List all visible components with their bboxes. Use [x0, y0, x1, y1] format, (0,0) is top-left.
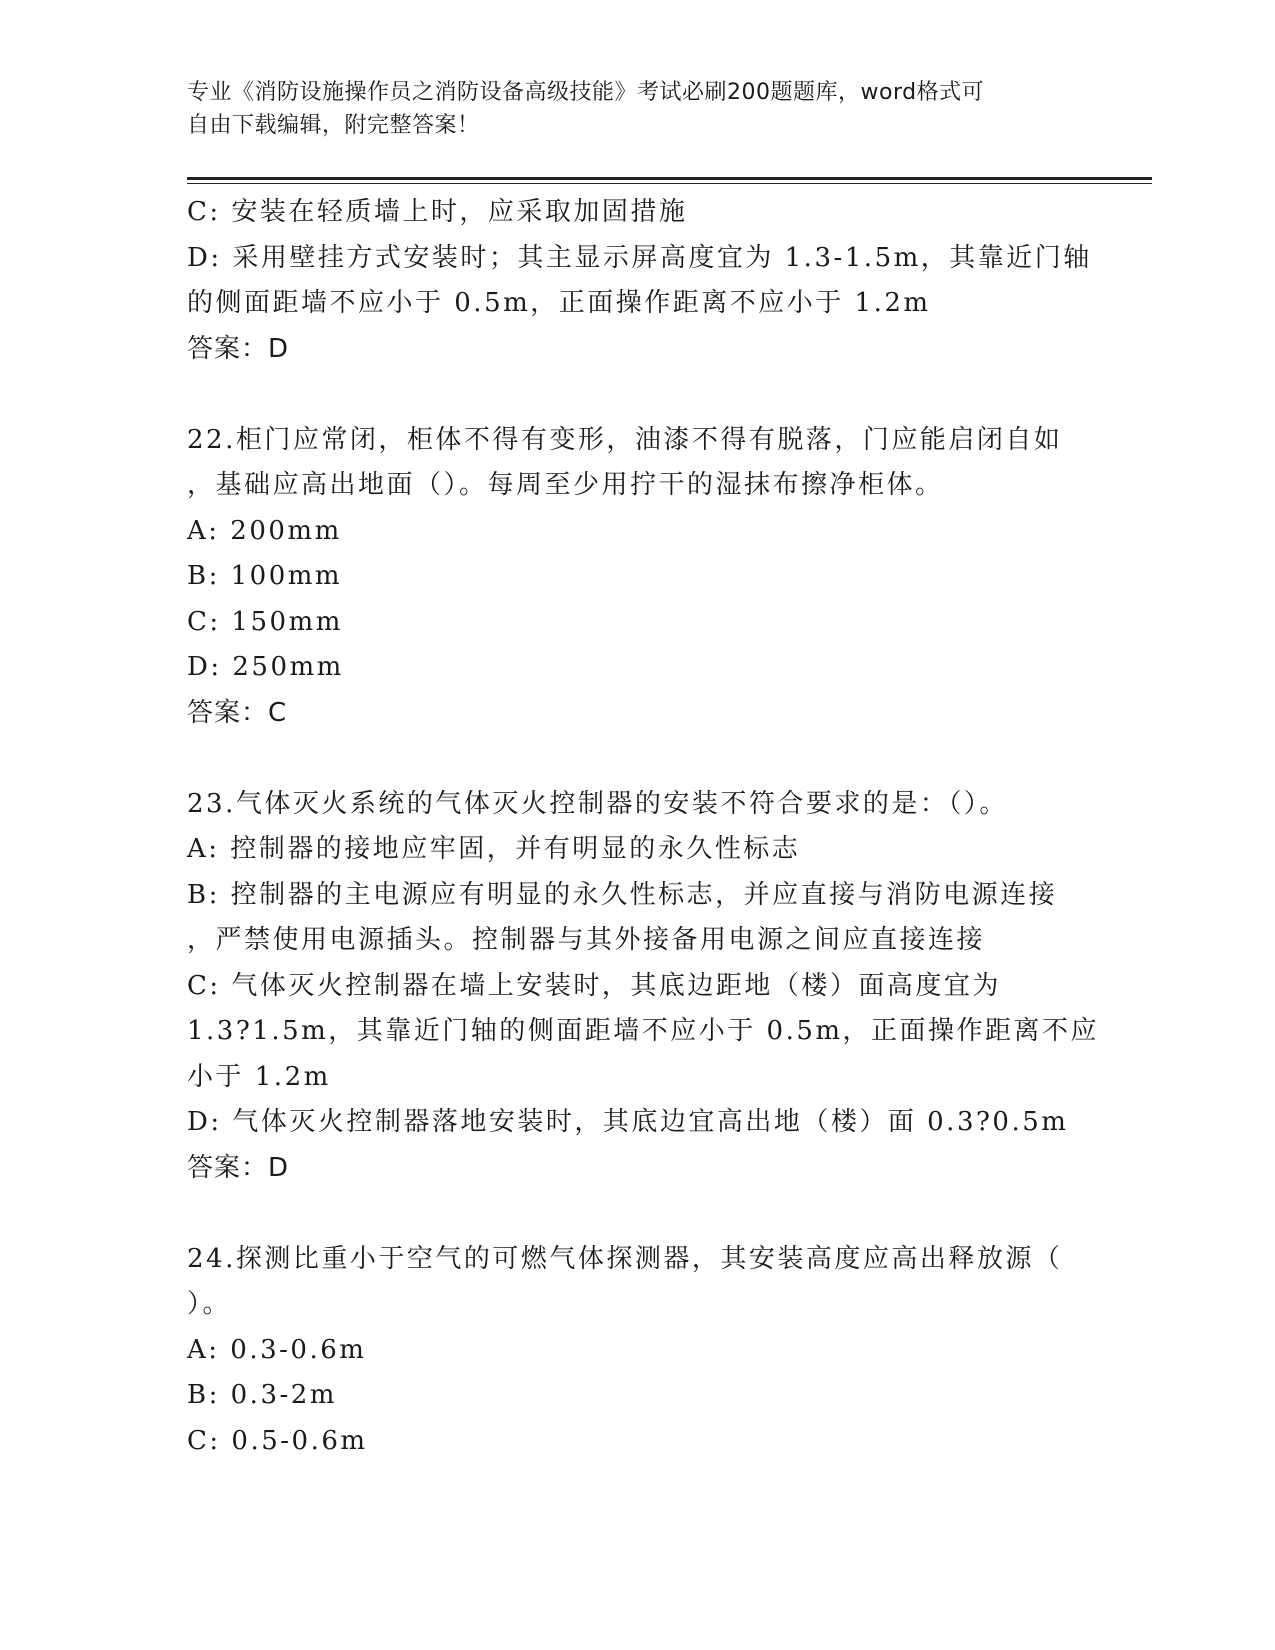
q22-option-b: B: 100mm — [187, 561, 343, 591]
q21-option-d-line-1: D: 采用壁挂方式安装时；其主显示屏高度宜为 1.3-1.5m，其靠近门轴 — [187, 242, 1092, 273]
q23-option-a: A: 控制器的接地应牢固，并有明显的永久性标志 — [187, 834, 801, 864]
q22-stem-line-2: ，基础应高出地面（）。每周至少用拧干的湿抹布擦净柜体。 — [187, 470, 944, 500]
q23-option-c-line-3: 小于 1.2m — [187, 1061, 331, 1092]
question-23 — [187, 782, 1100, 1192]
q23-option-b-line-1: B: 控制器的主电源应有明显的永久性标志，并应直接与消防电源连接 — [187, 879, 1058, 910]
spacer — [187, 736, 1087, 782]
header-line-1: 专业《消防设施操作员之消防设备高级技能》考试必刷200题题库，word格式可 — [187, 80, 985, 105]
document-header — [187, 76, 1087, 142]
q23-option-c-line-2: 1.3?1.5m，其靠近门轴的侧面距墙不应小于 0.5m，正面操作距离不应 — [187, 1016, 1100, 1046]
q24-stem-line-2: ）。 — [187, 1289, 232, 1319]
q21-option-d-line-2: 的侧面距墙不应小于 0.5m，正面操作距离不应小于 1.2m — [187, 288, 931, 318]
q24-option-a: A: 0.3-0.6m — [187, 1334, 367, 1365]
header-line-2: 自由下载编辑，附完整答案！ — [187, 113, 480, 138]
q22-option-d: D: 250mm — [187, 652, 344, 682]
q24-stem-line-1: 24.探测比重小于空气的可燃气体探测器，其安装高度应高出释放源（ — [187, 1243, 1063, 1274]
q23-option-b-line-2: ，严禁使用电源插头。控制器与其外接备用电源之间应直接连接 — [187, 925, 986, 955]
q21-option-c: C: 安装在轻质墙上时，应采取加固措施 — [187, 197, 688, 227]
q22-option-c: C: 150mm — [187, 606, 343, 637]
q22-stem-line-1: 22.柜门应常闭，柜体不得有变形，油漆不得有脱落，门应能启闭自如 — [187, 424, 1063, 455]
question-list — [187, 190, 1100, 1464]
q23-option-c-line-1: C: 气体灭火控制器在墙上安装时，其底边距地（楼）面高度宜为 — [187, 970, 1001, 1001]
q22-answer: 答案：C — [187, 697, 288, 728]
spacer — [187, 1191, 1087, 1237]
q21-answer: 答案：D — [187, 333, 290, 364]
spacer — [187, 372, 1087, 418]
question-21 — [187, 190, 1092, 372]
header-rule-thin — [187, 183, 1152, 184]
q23-stem: 23.气体灭火系统的气体灭火控制器的安装不符合要求的是：（）。 — [187, 788, 1008, 819]
question-22 — [187, 418, 1087, 737]
q23-option-d: D: 气体灭火控制器落地安装时，其底边宜高出地（楼）面 0.3?0.5m — [187, 1107, 1069, 1137]
question-24 — [187, 1237, 1087, 1465]
q23-answer: 答案：D — [187, 1152, 290, 1183]
q24-option-b: B: 0.3-2m — [187, 1380, 337, 1410]
header-rule-thick — [187, 177, 1152, 180]
q22-option-a: A: 200mm — [187, 515, 342, 546]
q24-option-c: C: 0.5-0.6m — [187, 1425, 368, 1456]
